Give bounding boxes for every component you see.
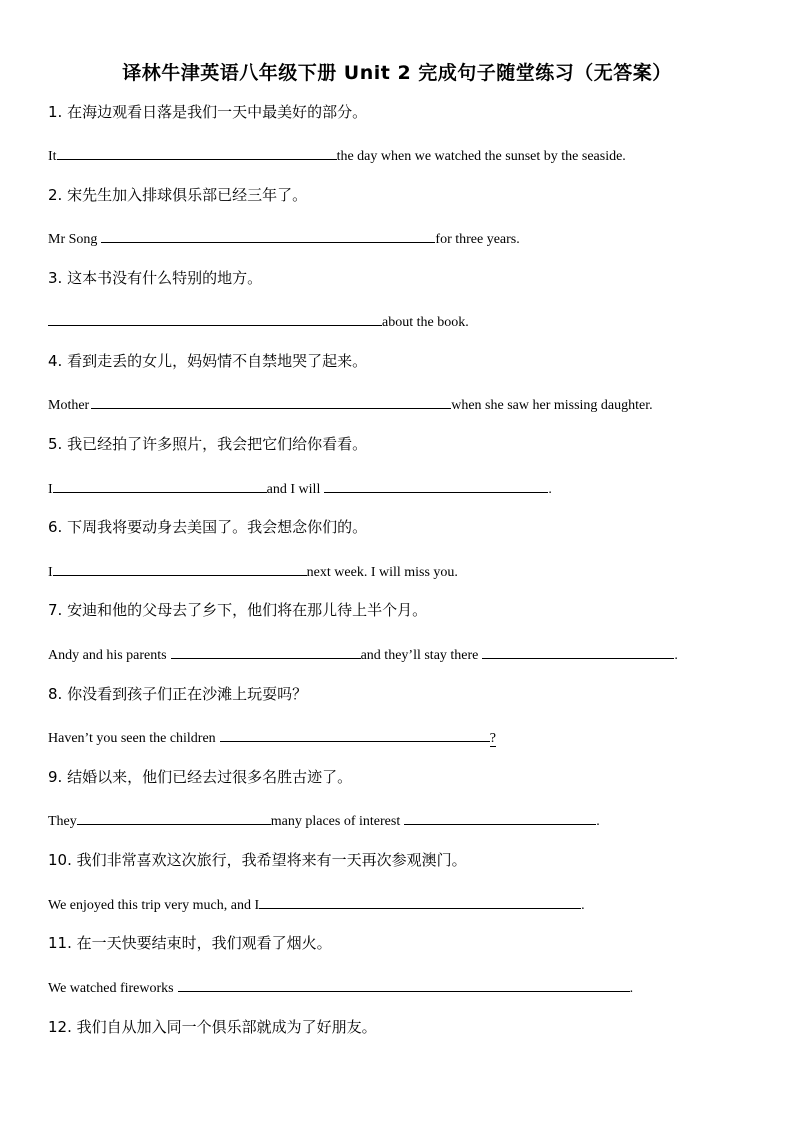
answer-blank[interactable] xyxy=(101,228,435,243)
sentence-text: Mother xyxy=(48,398,90,413)
answer-blank[interactable] xyxy=(404,810,596,825)
sentence-text: . xyxy=(674,648,678,663)
question-9: 9. 结婚以来，他们已经去过很多名胜古迹了。 xyxy=(48,768,353,786)
answer-blank[interactable] xyxy=(171,644,361,659)
question-10: 10. 我们非常喜欢这次旅行，我希望将来有一天再次参观澳门。 xyxy=(48,851,467,869)
question-6: 6. 下周我将要动身去美国了。我会想念你们的。 xyxy=(48,518,368,536)
answer-line-4 xyxy=(48,394,653,415)
answer-line-11 xyxy=(48,977,633,998)
sentence-text: Andy and his parents xyxy=(48,648,167,663)
answer-blank[interactable] xyxy=(57,145,337,160)
sentence-text: Haven’t you seen the children xyxy=(48,731,216,746)
sentence-text: about the book. xyxy=(382,315,469,330)
sentence-text: and I will xyxy=(266,482,321,497)
sentence-text: the day when we watched the sunset by the seaside. xyxy=(336,149,626,164)
sentence-text: ? xyxy=(489,731,496,746)
sentence-text: We watched fireworks xyxy=(48,981,174,996)
sentence-text: I xyxy=(48,565,53,580)
sentence-text: . xyxy=(596,814,600,829)
question-3: 3. 这本书没有什么特别的地方。 xyxy=(48,269,263,287)
sentence-text: . xyxy=(581,898,585,913)
answer-line-2 xyxy=(48,228,520,249)
answer-blank[interactable] xyxy=(48,311,382,326)
answer-line-5 xyxy=(48,478,552,499)
question-7: 7. 安迪和他的父母去了乡下，他们将在那儿待上半个月。 xyxy=(48,601,428,619)
sentence-text: . xyxy=(629,981,634,996)
answer-line-8 xyxy=(48,727,496,748)
question-12: 12. 我们自从加入同一个俱乐部就成为了好朋友。 xyxy=(48,1018,377,1036)
sentence-text: It xyxy=(48,149,57,164)
sentence-text: We enjoyed this trip very much, and I xyxy=(48,898,260,913)
answer-blank[interactable] xyxy=(53,478,267,493)
answer-line-6 xyxy=(48,561,458,582)
sentence-text: many places of interest xyxy=(270,814,401,829)
sentence-text: I xyxy=(48,482,53,497)
sentence-text: Mr Song xyxy=(48,232,98,247)
answer-line-7 xyxy=(48,644,678,665)
answer-blank[interactable] xyxy=(77,810,271,825)
sentence-text: They xyxy=(48,814,77,829)
answer-blank[interactable] xyxy=(259,894,581,909)
question-11: 11. 在一天快要结束时，我们观看了烟火。 xyxy=(48,934,332,952)
answer-blank[interactable] xyxy=(220,727,490,742)
sentence-text: when she saw her missing daughter. xyxy=(451,398,653,413)
answer-blank[interactable] xyxy=(178,977,630,992)
sentence-text: . xyxy=(548,482,552,497)
answer-blank[interactable] xyxy=(324,478,548,493)
question-5: 5. 我已经拍了许多照片，我会把它们给你看看。 xyxy=(48,435,368,453)
answer-line-10 xyxy=(48,894,585,915)
answer-blank[interactable] xyxy=(482,644,674,659)
question-8: 8. 你没看到孩子们正在沙滩上玩耍吗？ xyxy=(48,685,308,703)
answer-line-9 xyxy=(48,810,600,831)
sentence-text: for three years. xyxy=(435,232,520,247)
question-1: 1. 在海边观看日落是我们一天中最美好的部分。 xyxy=(48,103,368,121)
answer-blank[interactable] xyxy=(53,561,307,576)
question-4: 4. 看到走丢的女儿，妈妈情不自禁地哭了起来。 xyxy=(48,352,368,370)
sentence-text: and they’ll stay there xyxy=(360,648,479,663)
answer-line-1 xyxy=(48,145,626,166)
answer-line-3 xyxy=(48,311,469,332)
answer-blank[interactable] xyxy=(91,394,451,409)
page-title: 译林牛津英语八年级下册 Unit 2 完成句子随堂练习（无答案） xyxy=(122,62,672,84)
sentence-text: next week. I will miss you. xyxy=(306,565,458,580)
question-2: 2. 宋先生加入排球俱乐部已经三年了。 xyxy=(48,186,308,204)
